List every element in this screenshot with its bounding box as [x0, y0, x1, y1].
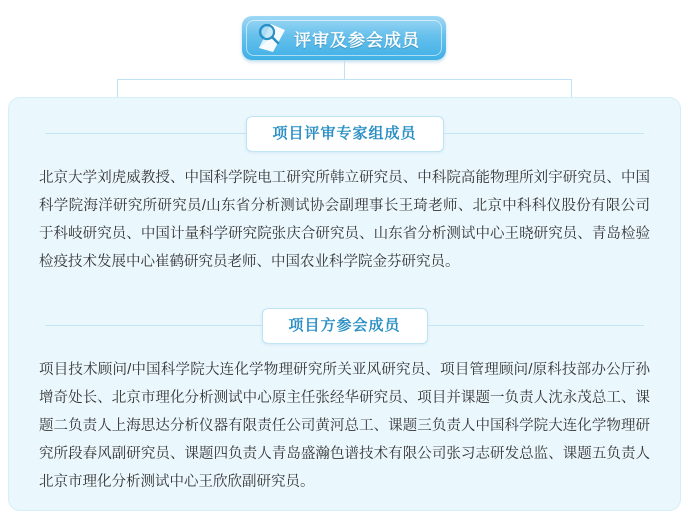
connector-vertical-left — [117, 79, 118, 97]
section-title-expert-panel: 项目评审专家组成员 — [245, 116, 443, 152]
section-body-expert-panel: 北京大学刘虎威教授、中国科学院电工研究所韩立研究员、中科院高能物理所刘宇研究员、中国科学院海洋研究所研究员/山东省分析测试协会副理事长王琦老师、北京中科科仪股份有限公司于科岐研究员、中国计量科学研究院张庆合研究员、山东省分析测试中心王晓研究员、青岛检验检疫技术发展中心崔鹤研究员老师、中国农业科学院金芬研究员。 — [39, 170, 650, 270]
connector-horizontal — [117, 79, 572, 80]
section-body-project-attendees: 项目技术顾问/中国科学院大连化学物理研究所关亚风研究员、项目管理顾问/原科技部办公厅孙增奇处长、北京市理化分析测试中心原主任张经华研究员、项目并课题一负责人沈永茂总工、课题二负责人上海思达分析仪器有限责任公司黄河总工、课题三负责人中国科学院大连化学物理研究所段春风副研究员、课题四负责人青岛盛瀚色谱技术有限公司张习志研发总监、课题五负责人北京市理化分析测试中心王欣欣副研究员。 — [39, 362, 650, 490]
page-title-banner — [242, 16, 446, 60]
content-panel — [8, 97, 681, 511]
section-spacer — [9, 276, 680, 290]
banner-title-text: 评审及参会成员 — [294, 30, 420, 50]
section-title-project-attendees: 项目方参会成员 — [261, 308, 427, 344]
section-header-expert-panel — [9, 116, 680, 150]
magnifier-document-icon — [250, 17, 292, 59]
connector-vertical-right — [571, 79, 572, 97]
connector-vertical-top — [344, 60, 345, 79]
section-header-project-attendees — [9, 308, 680, 342]
